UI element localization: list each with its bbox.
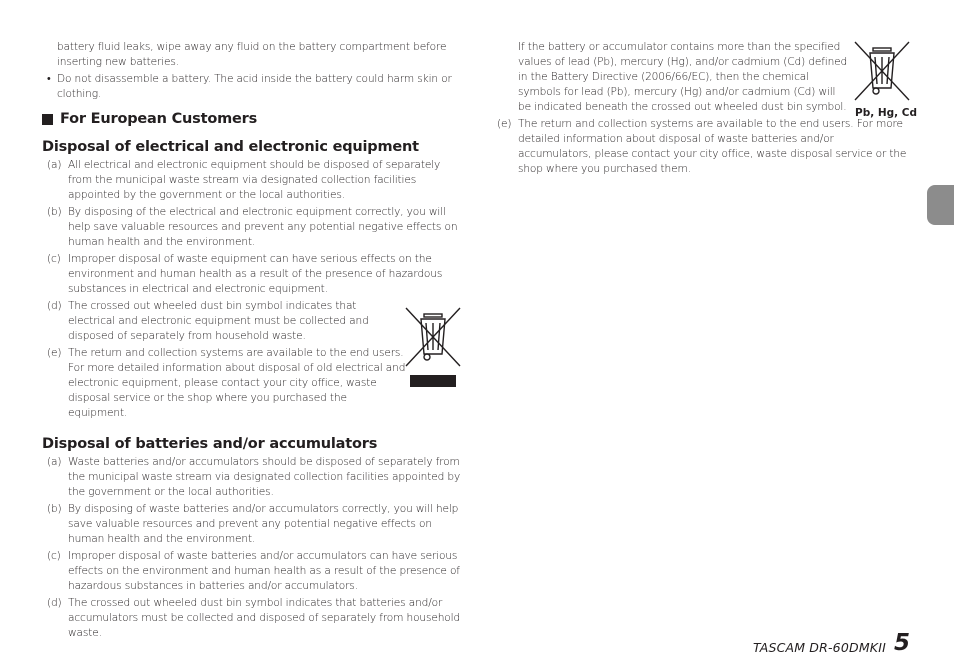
item-text: Improper disposal of waste equipment can have serious effects on the environment and human health as a result of the presence of hazardous substances in electrical and electronic equipment. (68, 253, 443, 295)
bullet-mark: • (47, 73, 51, 85)
item-label: (d) (47, 300, 62, 312)
list-item (42, 596, 464, 641)
item-label: (d) (47, 597, 62, 609)
item-label: (a) (47, 159, 62, 171)
list-item (42, 205, 464, 250)
item-label: (b) (47, 503, 62, 515)
section-title: For European Customers (60, 111, 257, 127)
crossed-out-wheeled-bin-icon (853, 40, 911, 102)
item-text: The return and collection systems are available to the end users. For more detailed information about disposal of waste batteries and/or accumulators, please contact your city office, waste disposal service or the shop where you purchased them. (518, 118, 907, 175)
continued-paragraph: battery fluid leaks, wipe away any fluid on the battery compartment before inserting new batteries. (57, 41, 447, 68)
bin-underline-bar (410, 375, 456, 387)
electrical-heading: Disposal of electrical and electronic equipment (42, 139, 419, 155)
chemical-symbols-label: Pb, Hg, Cd (855, 107, 918, 119)
bullet-text: Do not disassemble a battery. The acid inside the battery could harm skin or clothing. (57, 73, 452, 100)
item-label: (b) (47, 206, 62, 218)
item-text: By disposing of waste batteries and/or accumulators correctly, you will help save valuable resources and prevent any potential negative effects on human health and the environment. (68, 503, 459, 545)
list-item (42, 252, 464, 297)
footer-model: DR-60DMKII (809, 640, 886, 655)
item-text: By disposing of the electrical and electronic equipment correctly, you will help save valuable resources and prevent any potential negative effects on human health and the environment. (68, 206, 458, 248)
bullet-item (42, 72, 464, 102)
left-column (42, 40, 464, 641)
item-text: Improper disposal of waste batteries and/or accumulators can have serious effects on the environment and human health as a result of the presence of hazardous substances in batteries and/or accumulators. (68, 550, 460, 592)
item-text: Waste batteries and/or accumulators should be disposed of separately from the municipal waste stream via designated collection facilities appointed by the government or the local authorities. (68, 456, 461, 498)
item-label: (c) (47, 253, 61, 265)
item-text: The return and collection systems are available to the end users. For more detailed information about disposal of old electrical and electronic equipment, please contact your city office, waste disposal service or the shop where you purchased the equipment. (68, 347, 406, 419)
right-column (497, 40, 909, 177)
section-header (42, 110, 464, 128)
battery-symbol-note: If the battery or accumulator contains more than the specified values of lead (Pb), mercury (Hg), and/or cadmium (Cd) defined in the Battery Directive (2006/66/EC), then the chemical symbols for lead (Pb), mercury (Hg) and/or cadmium (Cd) will be indicated beneath the crossed out wheeled dust bin symbol. (518, 41, 848, 113)
list-item (42, 549, 464, 594)
item-text: The crossed out wheeled dust bin symbol indicates that electrical and electronic equipment must be collected and disposed of separately from household waste. (68, 300, 369, 342)
crossed-out-wheeled-bin-icon (404, 306, 462, 368)
list-item (42, 502, 464, 547)
list-item (42, 455, 464, 500)
item-label: (e) (47, 347, 62, 359)
side-thumb-tab (927, 185, 954, 225)
item-label: (e) (497, 118, 512, 130)
batteries-heading: Disposal of batteries and/or accumulators (42, 436, 378, 452)
item-text: The crossed out wheeled dust bin symbol indicates that batteries and/or accumulators must be collected and disposed of separately from household waste. (68, 597, 460, 639)
list-item (42, 299, 464, 344)
footer-brand: TASCAM (753, 640, 806, 655)
item-text: All electrical and electronic equipment should be disposed of separately from the municipal waste stream via designated collection facilities appointed by the government or the local authorities. (68, 159, 441, 201)
item-label: (a) (47, 456, 62, 468)
list-item (42, 158, 464, 203)
page-number: 5 (893, 630, 910, 656)
item-label: (c) (47, 550, 61, 562)
list-item (497, 117, 909, 177)
list-item (42, 346, 464, 421)
black-square-icon (42, 114, 53, 125)
page-footer (753, 632, 910, 655)
